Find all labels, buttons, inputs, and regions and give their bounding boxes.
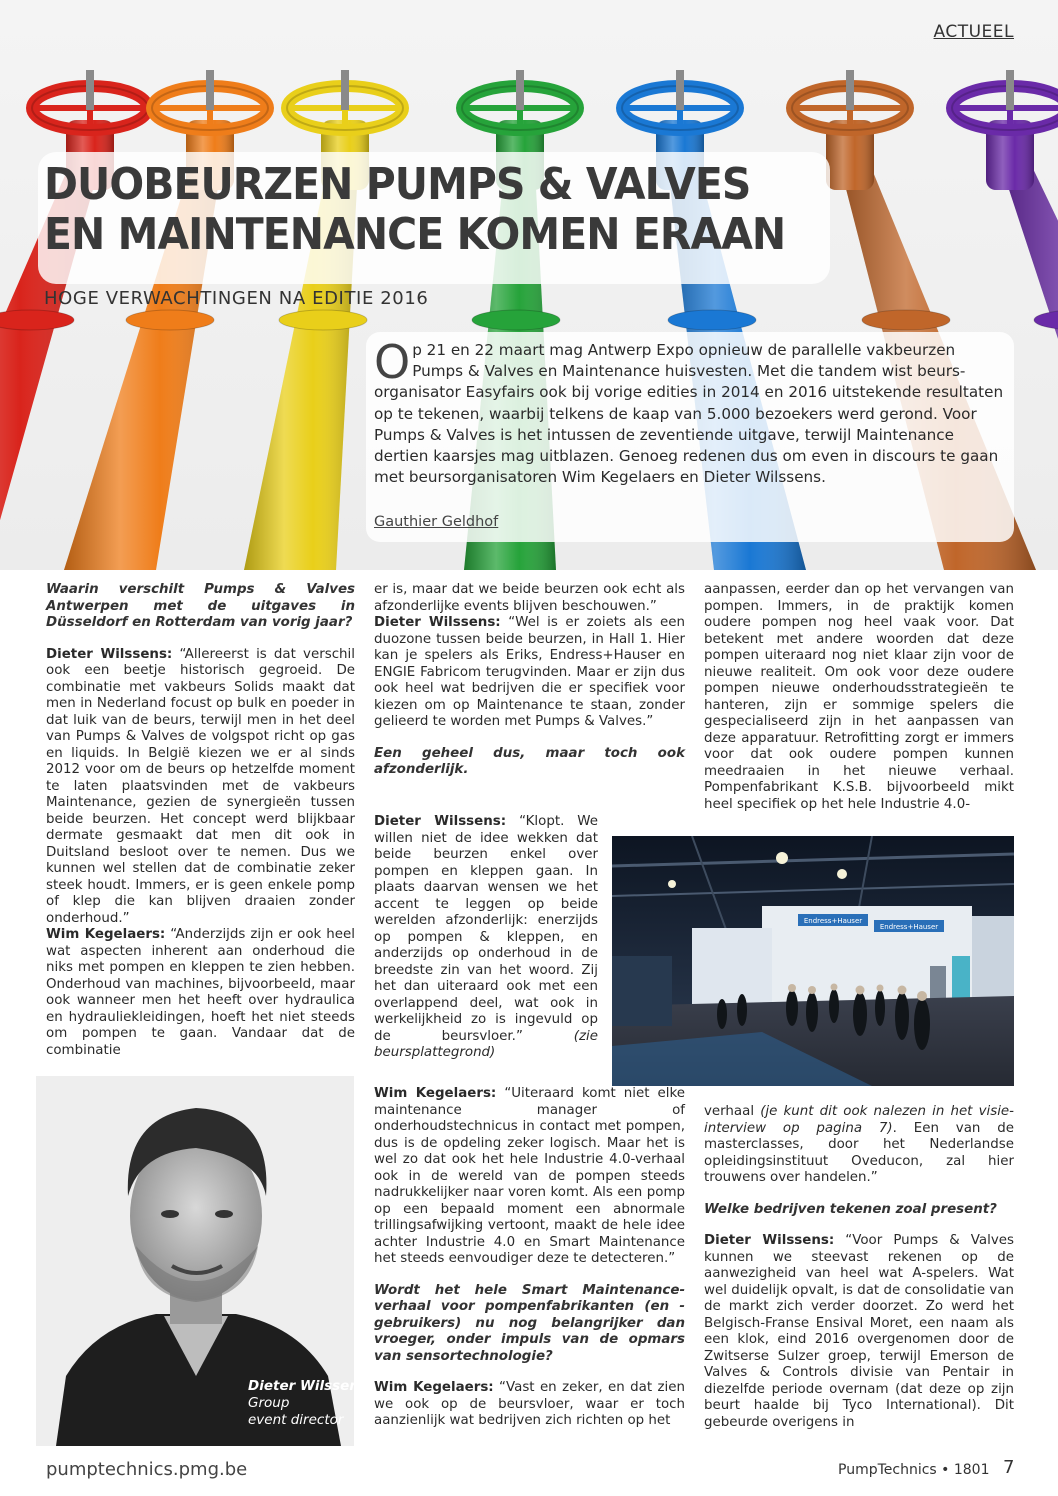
- answer-paragraph: aanpassen, eerder dan op het vervangen van pompen. Immers, in de praktijk komen oudere pompen nog heel vaak voor. Dat betekent met andere woorden dat deze pompen uiteraard nog niet klaar zijn voor de nieuwe realiteit. Om ook voor deze oudere pompen nieuwe onderhoudsstrategieën te hanteren, zijn er sommige spelers die gespecialiseerd zijn in het aanpassen van deze apparatuur. Retrofitting zorgt er immers voor dat ook oudere pompen kunnen meedraaien in het nieuwe verhaal. Pompenfabrikant K.S.B. bijvoorbeeld mikt heel specifiek op het hele Industrie 4.0-: [704, 582, 1014, 812]
- speaker-name: Dieter Wilssens:: [704, 1233, 835, 1248]
- answer-text: “Voor Pumps & Valves kunnen we steevast rekenen op de aanwezigheid van heel wat A-spelers. Wat wel duidelijk opvalt, is dat de consolidatie van de markt zich verder doorzet. Zo werd het Belgisch-Franse Ensival Moret, een naam als een klok, eind 2016 overgenomen door de Zwitserse Sulzer groep, terwijl Emerson de Valves & Controls divisie van Pentair in diezelfde periode overnam (dat deze op zijn beurt haalde bij Tyco International). Dit gebeurde overigens in: [704, 1233, 1014, 1430]
- answer-paragraph: [704, 1233, 1014, 1431]
- column-2-top: [374, 582, 685, 779]
- speaker-name: Dieter Wilssens:: [46, 646, 173, 662]
- question: Waarin verschilt Pumps & Valves Antwerpen met de uitgaves in Düsseldorf en Rotterdam van vorig jaar?: [46, 582, 355, 630]
- column-1: [46, 582, 355, 1059]
- speaker-name: Dieter Wilssens:: [374, 615, 501, 630]
- column-2-wrap: [374, 814, 598, 1062]
- page-number: 7: [1003, 1457, 1015, 1478]
- footer-url[interactable]: pumptechnics.pmg.be: [46, 1459, 248, 1480]
- caption-role: Group: [248, 1395, 290, 1411]
- booth-sign: Endress+Hauser: [879, 923, 939, 931]
- drop-cap: O: [374, 335, 411, 389]
- answer-paragraph: [374, 1086, 685, 1268]
- expo-hall-illustration: [612, 836, 1014, 1086]
- lead-text: p 21 en 22 maart mag Antwerp Expo opnieuw de parallelle vakbeurzen Pumps & Valves en Maintenance huisvesten. Met die tandem wist beurs-organisator Easyfairs ook bij vorige edities in 2014 en 2016 uitstekende resultaten op te tekenen, waarbij telkens de kaap van 5.000 bezoekers werd gerond. Voor Pumps & Valves is het intussen de zeventiende uitgave, terwijl Maintenance dertien kaarsjes mag uitblazen. Genoeg redenen dus om even in discours te gaan met beursorganisatoren Wim Kegelaers en Dieter Wilssens.: [374, 341, 1004, 487]
- answer-paragraph: [46, 647, 355, 1060]
- speaker-name: Wim Kegelaers:: [374, 1086, 497, 1101]
- answer-text: verhaal: [704, 1104, 761, 1119]
- subtitle: HOGE VERWACHTINGEN NA EDITIE 2016: [44, 288, 429, 309]
- photo-caption: [248, 1378, 367, 1429]
- answer-paragraph: [704, 1104, 1014, 1187]
- section-label: ACTUEEL: [933, 22, 1014, 42]
- lead-paragraph: [374, 335, 1006, 488]
- speaker-name: Dieter Wilssens:: [374, 814, 507, 829]
- caption-role: event director: [248, 1412, 344, 1428]
- author-link[interactable]: Gauthier Geldhof: [374, 514, 499, 530]
- answer-text: er is, maar dat we beide beurzen ook echt als afzonderlijke events blijven beschouwen.”: [374, 582, 685, 614]
- answer-paragraph: [374, 1380, 685, 1430]
- column-3-top: [704, 582, 1014, 813]
- page-title: [44, 160, 788, 260]
- speaker-name: Wim Kegelaers:: [46, 927, 166, 942]
- column-3-bottom: [704, 1104, 1014, 1431]
- answer-text: “Wel is er zoiets als een duozone tussen beide beurzen, in Hall 1. Hier kan je spelers als Eriks, Endress+Hauser en ENGIE Fabricom terugvinden. Maar er zijn dus ook heel wat bedrijven die er specifiek voor kiezen om op Maintenance te staan, zonder gelieerd te worden met Pumps & Valves.”: [374, 615, 685, 729]
- answer-text: “Klopt. We willen niet de idee wekken dat beide beurzen enkel over pompen en kleppen gaan. In plaats daarvan wensen we het accent te leggen op beide werelden afzonderlijk: enerzijds op pompen & kleppen, en anderzijds op onderhoud in de breedste zin van het woord. Zij het dan uiteraard ook met een overlappend deel, wat ook in werkelijkheid zo is ingevuld op de beursvloer.”: [374, 814, 598, 1044]
- answer-paragraph: [374, 814, 598, 1062]
- booth-sign: Endress+Hauser: [803, 917, 863, 925]
- reference-note: (je kunt dit ook nalezen in het visie-interview op pagina 7): [704, 1104, 1014, 1136]
- caption-name: Dieter Wilssens: [248, 1378, 367, 1394]
- speaker-name: Wim Kegelaers:: [374, 1380, 494, 1395]
- answer-text: “Allereerst is dat verschil ook een beetje historisch gegroeid. De combinatie met vakbeurs Solids maakt dat men in Nederland focust op bulk en poeder in dat luik van de beurs, terwijl men in het deel van Pumps & Valves de volgspot richt op gas en liquids. In België kiezen we er al sinds 2012 voor om de beurs op hetzelfde moment te laten plaatsvinden met de vakbeurs Maintenance, gezien de synergieën tussen beide beurzen. Het concept werd blijkbaar dermate gesmaakt dat men dit ook in Duitsland besloot over te nemen. Dus we kunnen wel stellen dat de combinatie zeker steek houdt. Immers, er is geen enkele pomp of klep die kan blijven draaien zonder onderhoud.”: [46, 646, 355, 926]
- expo-floor-photo: [612, 836, 1014, 1086]
- question: Wordt het hele Smart Maintenance-verhaal voor pompenfabrikanten (en -gebruikers) nu nog belangrijker dan vroeger, onder impuls van de opmars van sensortechnologie?: [374, 1282, 685, 1364]
- answer-text: “Anderzijds zijn er ook heel wat aspecten inherent aan onderhoud die niks met pompen en kleppen te zien hebben. Onderhoud van machines, bijvoorbeeld, maar ook wanneer men het heeft over hydraulica en hydrauliekleidingen, hoeft het niet steeds om pompen te gaan. Vandaar dat de combinatie: [46, 927, 355, 1058]
- title-line-1: DUOBEURZEN PUMPS & VALVES: [44, 159, 751, 210]
- answer-text: . Een van de masterclasses, door het Nederlandse opleidingsinstituut Oveducon, zal hier trouwens over handelen.”: [704, 1120, 1014, 1185]
- hero-image: [0, 0, 1058, 570]
- column-2-bottom: [374, 1086, 685, 1430]
- answer-paragraph: [374, 582, 685, 731]
- title-line-2: EN MAINTENANCE KOMEN ERAAN: [44, 209, 786, 260]
- question: Een geheel dus, maar toch ook afzonderlijk.: [374, 745, 685, 777]
- reference-note: (zie beursplattegrond): [374, 1028, 598, 1060]
- footer-magazine: PumpTechnics • 1801: [838, 1462, 990, 1478]
- answer-text: “Uiteraard komt niet elke maintenance manager of onderhoudstechnicus in contact met pompen, dus is de opdeling zeker logisch. Maar het is wel zo dat ook het hele Industrie 4.0-verhaal ook in de wereld van de pompen steeds nadrukkelijker naar voren komt. Als een pomp op een bepaald moment een abnormale trillingsafwijking vertoont, maakt de hele idee achter Industrie 4.0 en Smart Maintenance het steeds eenvoudiger deze te detecteren.”: [374, 1086, 685, 1266]
- answer-text: “Vast en zeker, en dat zien we ook op de beursvloer, waar er toch aanzienlijk wat bedrijven zich richten op het: [374, 1380, 685, 1428]
- question: Welke bedrijven tekenen zoal present?: [704, 1201, 997, 1217]
